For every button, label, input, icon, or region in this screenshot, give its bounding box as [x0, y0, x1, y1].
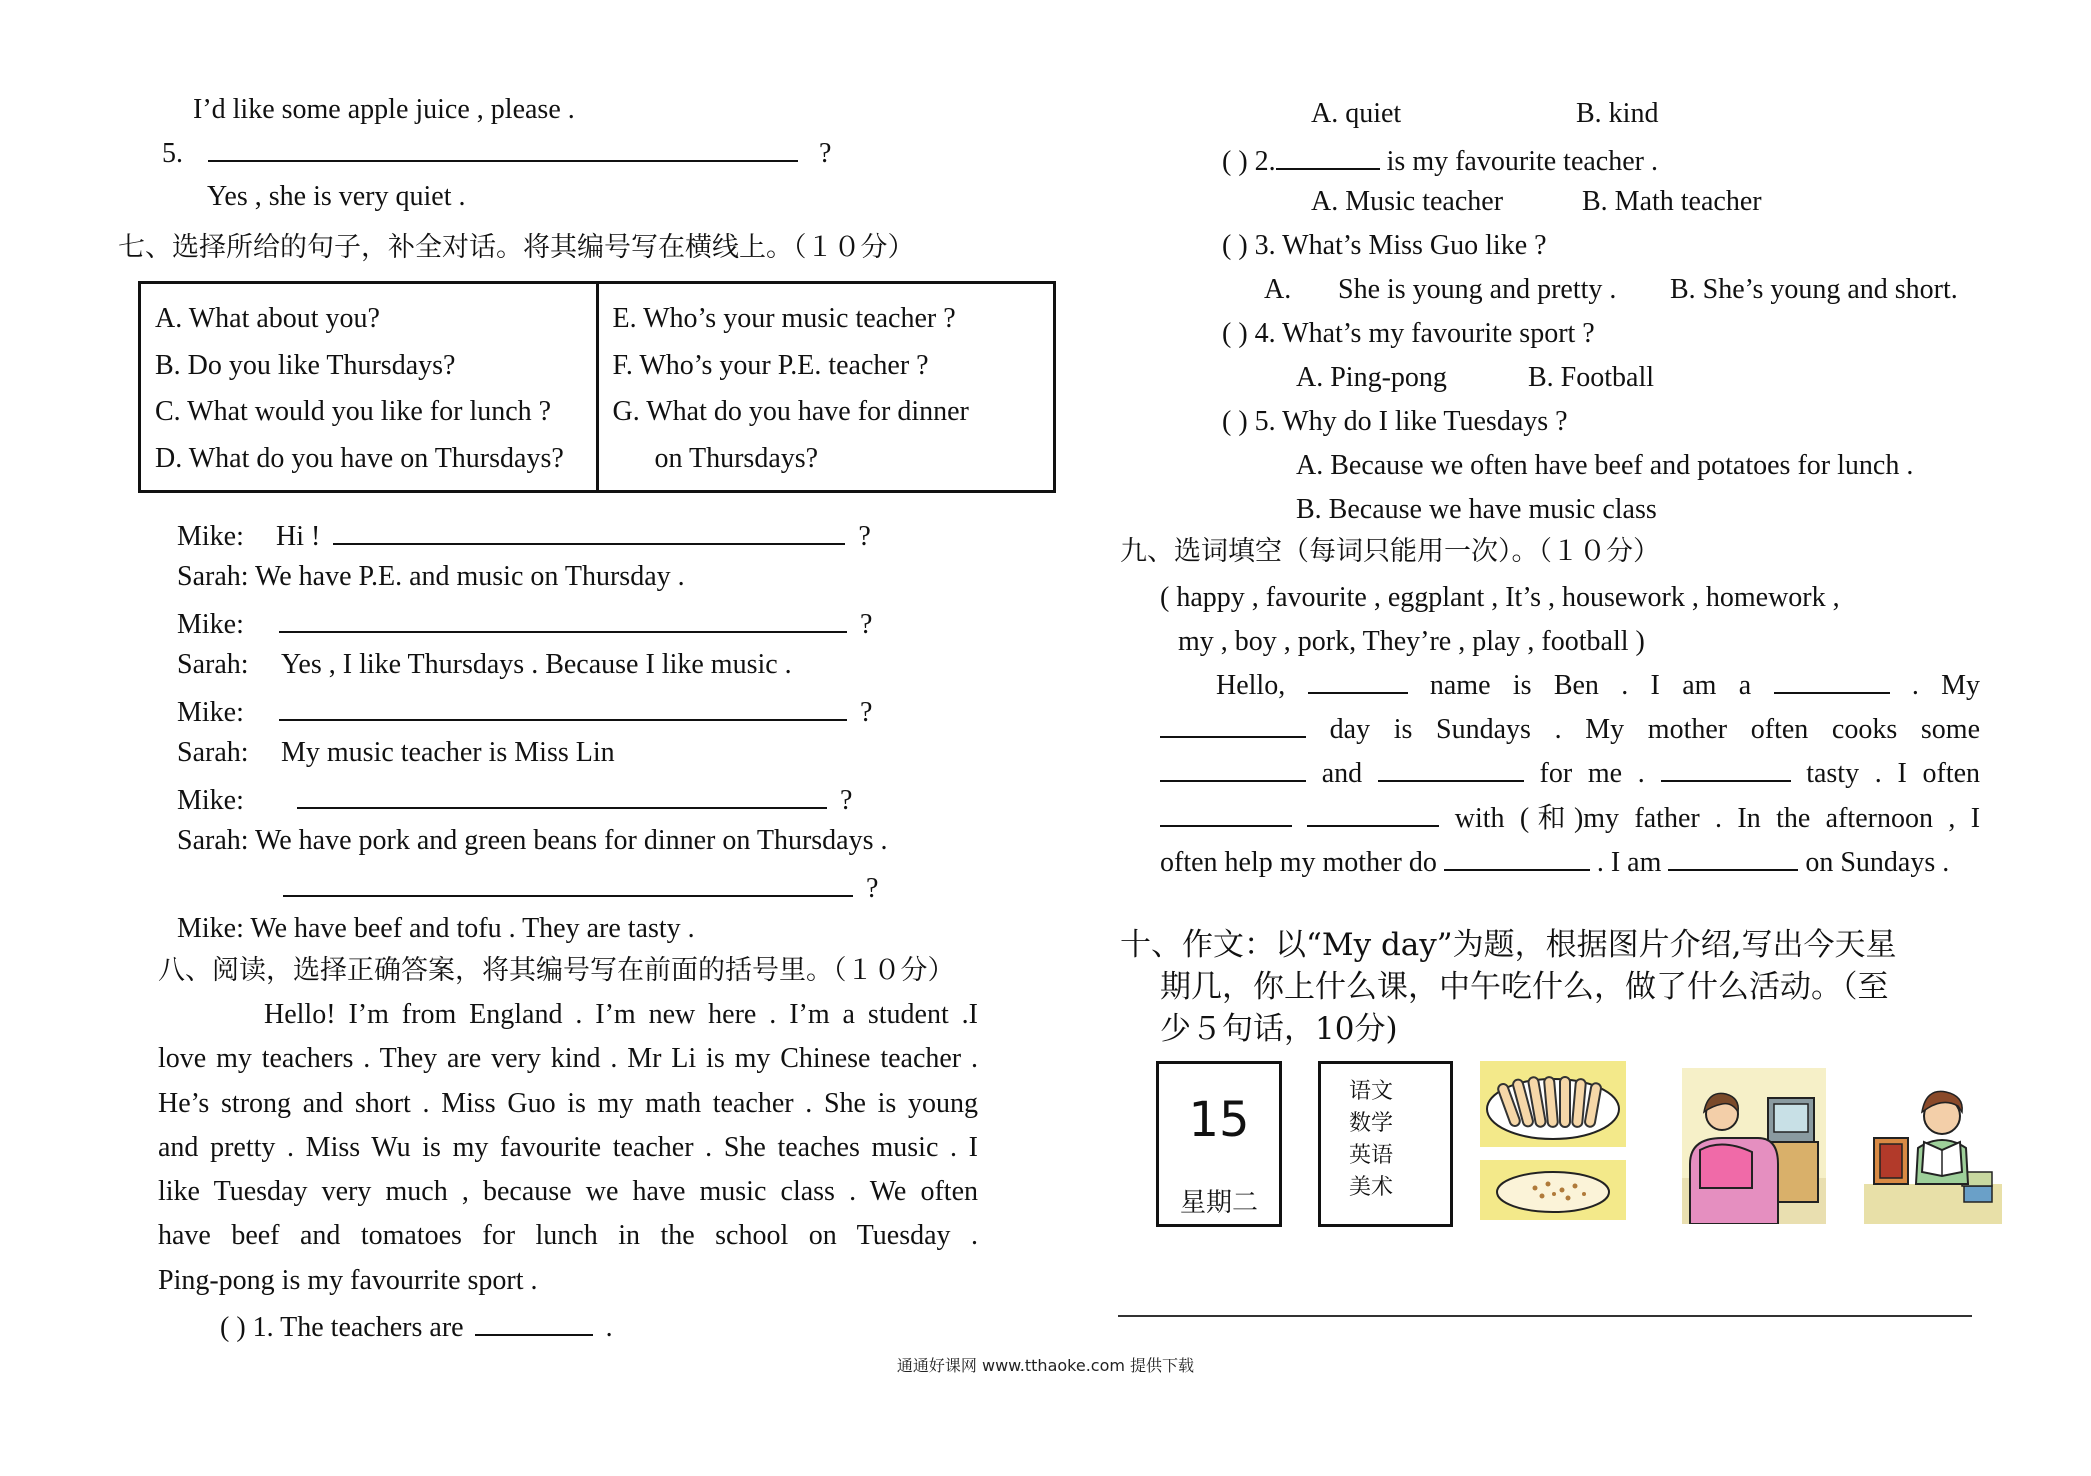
subject-item: 英语 [1349, 1143, 1394, 1168]
speaker: Sarah: [177, 737, 249, 768]
cloze-text: on Sundays . [1805, 846, 1950, 878]
speaker: Mike: [177, 913, 244, 944]
subjects-box [1318, 1061, 1453, 1227]
cloze-text: for me . [1539, 758, 1645, 790]
q2-option-a: A. Music teacher [1311, 186, 1504, 217]
question-mark: ? [840, 785, 853, 816]
question-number: 5. [162, 138, 183, 169]
reading-question-5: ( ) 5. Why do I like Tuesdays ? [1222, 406, 1568, 437]
answer-blank[interactable] [1774, 666, 1890, 694]
reading-question-3: ( ) 3. What’s Miss Guo like ? [1222, 230, 1547, 261]
option-c: C. What would you like for lunch ? [155, 396, 552, 427]
option-f: F. Who’s your P.E. teacher ? [612, 349, 929, 381]
answer-blank[interactable] [1307, 799, 1439, 827]
answer-blank[interactable] [1444, 843, 1590, 871]
options-column-left [141, 284, 596, 490]
question-5 [162, 134, 831, 170]
dialogue-row [177, 649, 792, 681]
answer-blank[interactable] [283, 869, 853, 897]
reading-line: Hello! I’m from England . I’m new here . I’m a student .I [264, 999, 978, 1030]
reading-line: like Tuesday very much , because we have music class . We often [158, 1176, 978, 1208]
writing-line [1118, 1315, 1972, 1317]
cloze-text: often help my mother do [1160, 846, 1437, 878]
question-mark: ? [860, 609, 873, 640]
question-mark: ? [866, 873, 879, 904]
cloze-text: . I am [1596, 846, 1662, 878]
q4-option-b: B. Football [1528, 362, 1655, 393]
option-a: A. What about you? [155, 303, 380, 334]
dialogue-row [177, 693, 872, 729]
footer-text: 通通好课网 www.tthaoke.com 提供下载 [896, 1356, 1195, 1375]
section-10-title-1: 十、作文：以“My day”为题，根据图片介绍,写出今天星 [1120, 927, 1897, 963]
section-10-title-3: 少５句话，10分) [1160, 1011, 1398, 1047]
reading-book-image [1864, 1076, 2002, 1224]
q2-option-b: B. Math teacher [1582, 186, 1762, 217]
answer-blank[interactable] [475, 1308, 593, 1336]
section-10-title-2: 期几，你上什么课，中午吃什么，做了什么活动。（至 [1160, 969, 1889, 1005]
dialogue-row [177, 825, 888, 857]
option-d: D. What do you have on Thursdays? [155, 442, 564, 474]
dialogue-row [177, 605, 872, 641]
answer-blank[interactable] [333, 517, 845, 545]
cloze-line [1160, 752, 1980, 796]
cloze-line [1160, 708, 1980, 752]
answer-blank[interactable] [279, 693, 847, 721]
subjects-list [1349, 1076, 1393, 1204]
cloze-text: with (和)my father . In the afternoon , I [1454, 802, 1981, 834]
reading-line: and pretty . Miss Wu is my favourite teacher . She teaches music . I [158, 1131, 978, 1163]
q4-option-a: A. Ping-pong [1296, 362, 1447, 393]
cloze-text: . My [1911, 670, 1981, 701]
section-8-title: 八、阅读，选择正确答案，将其编号写在前面的括号里。（１０分） [158, 955, 955, 986]
question-mark: ? [819, 138, 832, 169]
question-text: is my favourite teacher . [1386, 146, 1658, 177]
watching-tv-image [1682, 1068, 1826, 1224]
cloze-text: name is Ben . I am a [1429, 670, 1752, 701]
speaker: Mike: [177, 609, 244, 640]
answer-blank[interactable] [279, 605, 847, 633]
q5-option-a: A. Because we often have beef and potatoes for lunch . [1296, 450, 1914, 481]
answer-blank[interactable] [1308, 666, 1408, 694]
calendar-day: 15 [1188, 1092, 1250, 1148]
word-bank-line-2: my , boy , pork, They’re , play , football ) [1178, 626, 1645, 657]
word-bank-line-1: ( happy , favourite , eggplant , It’s , housework , homework , [1160, 582, 1840, 613]
speaker: Sarah: [177, 649, 249, 680]
answer-blank[interactable] [1661, 754, 1791, 782]
cloze-line [1160, 797, 1980, 841]
dialogue-text: We have P.E. and music on Thursday . [255, 561, 685, 592]
reading-passage [158, 993, 978, 1303]
question-text: ( ) 1. The teachers are [220, 1312, 464, 1343]
dialogue-row [177, 737, 615, 769]
reading-question-4: ( ) 4. What’s my favourite sport ? [1222, 318, 1595, 349]
cloze-text: tasty . I often [1806, 758, 1981, 790]
dialogue-row [177, 561, 685, 593]
section-9-title: 九、选词填空（每词只能用一次）。（１０分） [1120, 536, 1660, 567]
reading-line: have beef and tomatoes for lunch in the school on Tuesday . [158, 1220, 978, 1252]
section-7-title: 七、选择所给的句子，补全对话。将其编号写在横线上。（１０分） [118, 232, 915, 263]
dialogue-row [177, 869, 878, 905]
option-g-continued: on Thursdays? [654, 442, 819, 474]
subject-item: 美术 [1349, 1175, 1394, 1200]
option-e: E. Who’s your music teacher ? [612, 303, 956, 334]
cloze-text: day is Sundays . My mother often cooks some [1329, 714, 1981, 746]
bread-image [1480, 1160, 1626, 1220]
answer-blank[interactable] [297, 781, 827, 809]
dialogue-text: We have pork and green beans for dinner on Thursdays . [255, 825, 888, 856]
option-g: G. What do you have for dinner [612, 396, 969, 427]
dialogue-row [177, 913, 695, 945]
q1-option-b: B. kind [1576, 98, 1659, 129]
subject-item: 语文 [1349, 1079, 1394, 1104]
reading-line: He’s strong and short . Miss Guo is my math teacher . She is young [158, 1087, 978, 1119]
period: . [605, 1312, 613, 1343]
options-column-right [596, 284, 1054, 490]
q3-option-a: She is young and pretty . [1338, 274, 1617, 305]
question-mark: ? [860, 697, 873, 728]
answer-blank[interactable] [1160, 799, 1292, 827]
answer-blank[interactable] [1160, 754, 1306, 782]
cloze-text: and [1321, 758, 1363, 790]
subject-item: 数学 [1349, 1111, 1394, 1136]
noodles-image [1480, 1061, 1626, 1147]
question-number: ( ) 2. [1222, 146, 1276, 177]
cloze-line [1160, 841, 1980, 885]
question-5-answer: Yes , she is very quiet . [207, 181, 466, 212]
dialogue-text: My music teacher is Miss Lin [281, 737, 615, 768]
q1-option-a: A. quiet [1311, 98, 1402, 129]
answer-blank[interactable] [1160, 710, 1306, 738]
speaker: Mike: [177, 697, 244, 728]
reading-line: love my teachers . They are very kind . Mr Li is my Chinese teacher . [158, 1043, 978, 1075]
reading-line: Ping-pong is my favourrite sport . [158, 1264, 538, 1296]
cloze-text: Hello, [1216, 670, 1286, 701]
speaker: Mike: [177, 785, 244, 816]
reading-question-1 [220, 1308, 613, 1344]
cloze-passage [1160, 664, 1980, 885]
dialogue-text: Hi ! [276, 521, 321, 552]
dialogue-text: We have beef and tofu . They are tasty . [250, 913, 695, 944]
speaker: Sarah: [177, 561, 249, 592]
dialogue-row [177, 517, 871, 553]
dialogue-line: I’d like some apple juice , please . [193, 94, 575, 125]
answer-blank[interactable] [1668, 843, 1798, 871]
q5-option-b: B. Because we have music class [1296, 494, 1657, 525]
answer-blank[interactable] [1276, 142, 1380, 170]
cloze-line [1160, 664, 1980, 708]
answer-blank[interactable] [1378, 754, 1524, 782]
calendar-box [1156, 1061, 1282, 1227]
answer-blank[interactable] [208, 134, 798, 162]
calendar-weekday: 星期二 [1179, 1188, 1258, 1218]
options-table [138, 281, 1056, 493]
speaker: Mike: [177, 521, 244, 552]
option-b: B. Do you like Thursdays? [155, 349, 456, 381]
q3-option-a-label: A. [1264, 274, 1292, 305]
question-mark: ? [858, 521, 871, 552]
q3-option-b: B. She’s young and short. [1670, 274, 1958, 305]
reading-question-2 [1222, 142, 1658, 178]
dialogue-row [177, 781, 852, 817]
speaker: Sarah: [177, 825, 249, 856]
dialogue-text: Yes , I like Thursdays . Because I like music . [281, 649, 792, 680]
